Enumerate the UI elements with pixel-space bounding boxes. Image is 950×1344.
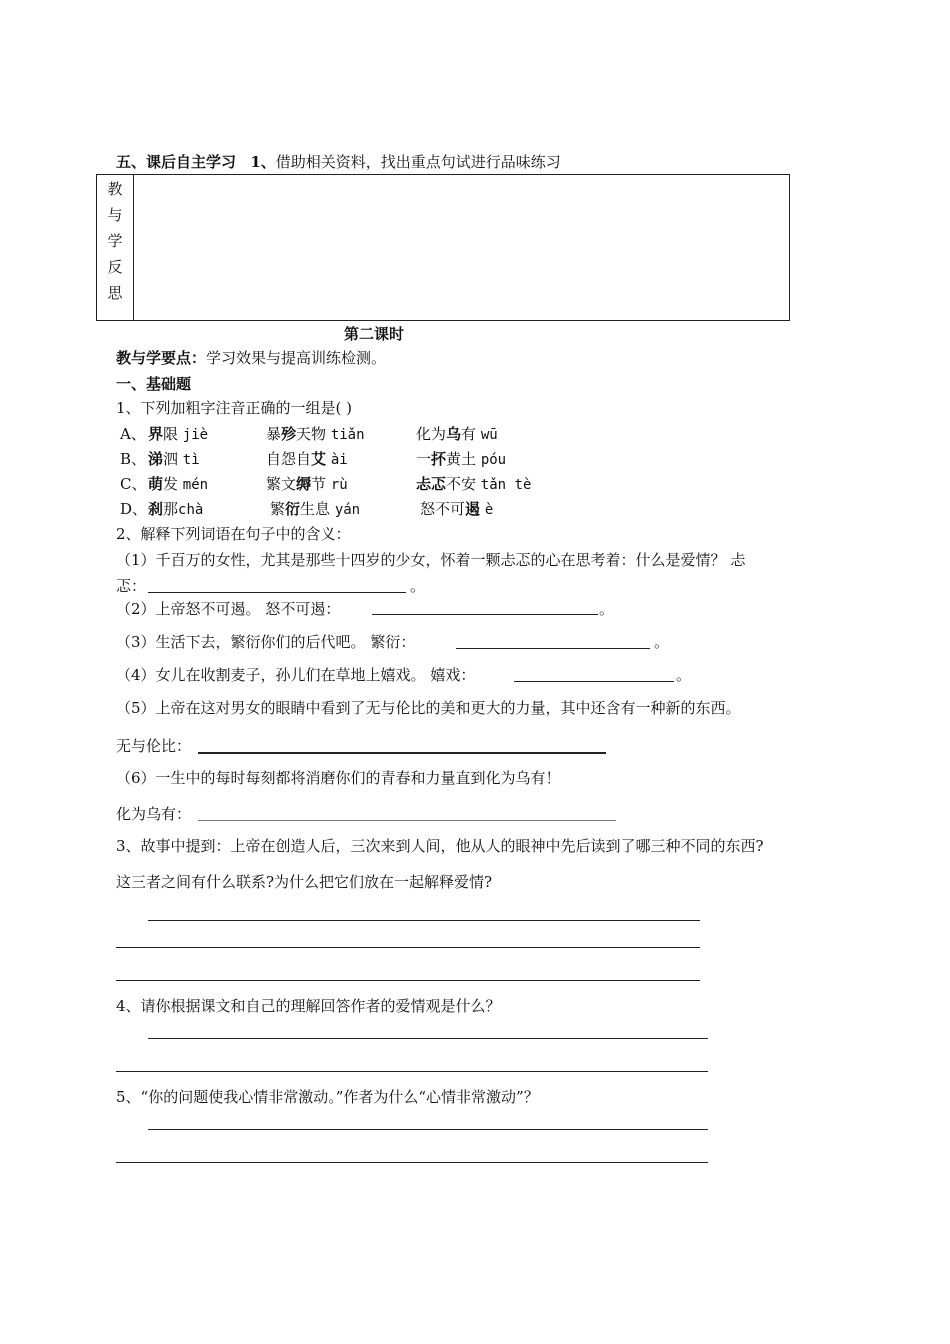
option-item: 萌发 mén: [148, 475, 209, 493]
option-item: 忐忑不安 tǎn tè: [416, 475, 532, 493]
q2-s1-label: 忑：: [116, 577, 147, 595]
q2-s3-end: 。: [654, 633, 670, 651]
option-item: 涕泗 tì: [148, 450, 200, 468]
q2-s2: （2）上帝怒不可遏。 怒不可遏：: [116, 600, 341, 618]
answer-line[interactable]: [148, 592, 406, 593]
answer-line[interactable]: [148, 920, 700, 921]
answer-line[interactable]: [116, 1071, 708, 1072]
answer-line[interactable]: [198, 820, 616, 821]
q2-stem: 2、解释下列词语在句子中的含义：: [116, 525, 351, 543]
answer-line[interactable]: [372, 614, 598, 615]
keypoints-text: 学习效果与提高训练检测。: [206, 349, 387, 367]
basic-heading: 一、基础题: [116, 375, 192, 393]
q1-stem: 1、下列加粗字注音正确的一组是( ): [116, 399, 353, 417]
answer-line[interactable]: [148, 1038, 708, 1039]
q2-s1-line1: （1）千百万的女性，尤其是那些十四岁的少女，怀着一颗忐忑的心在思考着：什么是爱情？ 忐: [116, 551, 746, 569]
keypoints-line: [116, 348, 386, 368]
option-item: 自怨自艾 ài: [266, 450, 348, 468]
answer-line[interactable]: [514, 681, 674, 682]
section5-task: 借助相关资料，找出重点句试进行品味练习: [275, 153, 561, 171]
option-a-letter: A、: [120, 425, 146, 443]
section5-task-number: 1、: [250, 153, 276, 171]
reflection-char: 反: [107, 258, 123, 276]
q2-s6-label: 化为乌有：: [116, 805, 192, 823]
q2-s2-end: 。: [599, 600, 615, 618]
section5-heading: 五、课后自主学习: [116, 153, 237, 171]
reflection-char: 思: [107, 284, 123, 302]
answer-line[interactable]: [116, 980, 700, 981]
reflection-char: 学: [107, 232, 123, 250]
answer-line[interactable]: [116, 947, 700, 948]
answer-line[interactable]: [116, 1162, 708, 1163]
answer-line[interactable]: [198, 752, 606, 754]
q3-line2: 这三者之间有什么联系?为什么把它们放在一起解释爱情?: [116, 873, 493, 891]
section5-line: [116, 152, 561, 172]
lesson2-title: 第二课时: [344, 325, 405, 343]
q2-s3: （3）生活下去，繁衍你们的后代吧。 繁衍：: [116, 633, 416, 651]
option-item: 繁文缛节 rù: [266, 475, 348, 493]
option-c-letter: C、: [120, 475, 147, 493]
option-item: 刹那chà: [148, 500, 204, 518]
q3-line1: 3、故事中提到：上帝在创造人后，三次来到人间，他从人的眼神中先后读到了哪三种不同的东西?: [116, 837, 764, 855]
option-item: 一抔黄土 póu: [416, 450, 507, 468]
option-item: 怒不可遏 è: [420, 500, 494, 518]
reflection-char: 教: [107, 180, 123, 198]
q2-s6: （6）一生中的每时每刻都将消磨你们的青春和力量直到化为乌有！: [116, 769, 561, 787]
reflection-box: [96, 174, 790, 321]
reflection-char: 与: [107, 206, 123, 224]
option-item: 繁衍生息 yán: [270, 500, 361, 518]
q5-stem: 5、“你的问题使我心情非常激动。”作者为什么“心情非常激动”？: [116, 1088, 539, 1106]
q4-stem: 4、请你根据课文和自己的理解回答作者的爱情观是什么？: [116, 997, 501, 1015]
option-b-letter: B、: [120, 450, 147, 468]
q2-s4-end: 。: [676, 666, 692, 684]
q2-s5-label: 无与伦比：: [116, 737, 192, 755]
option-item: 暴殄天物 tiǎn: [266, 425, 365, 443]
keypoints-label: 教与学要点：: [116, 349, 207, 367]
option-item: 界限 jiè: [148, 425, 209, 443]
reflection-divider: [133, 175, 134, 320]
option-item: 化为乌有 wū: [416, 425, 498, 443]
q2-s5: （5）上帝在这对男女的眼睛中看到了无与伦比的美和更大的力量，其中还含有一种新的东西。: [116, 699, 741, 717]
answer-line[interactable]: [148, 1129, 708, 1130]
q2-s4: （4）女儿在收割麦子，孙儿们在草地上嬉戏。 嬉戏：: [116, 666, 476, 684]
option-d-letter: D、: [120, 500, 148, 518]
q2-s1-end: 。: [410, 577, 426, 595]
answer-line[interactable]: [456, 648, 650, 649]
